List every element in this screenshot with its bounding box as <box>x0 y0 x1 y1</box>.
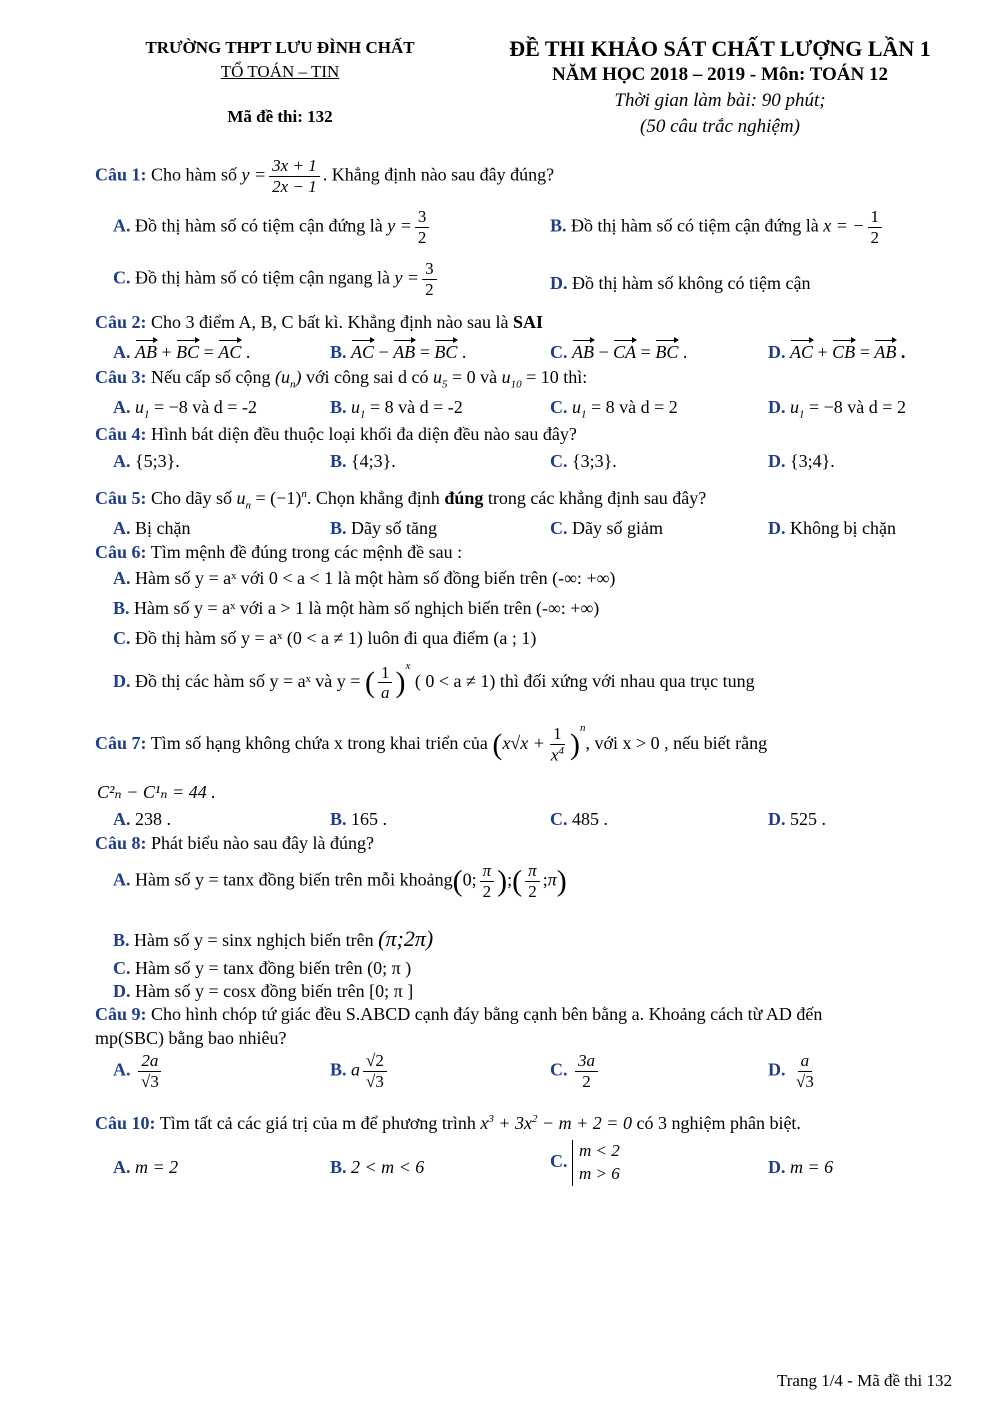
q8-option-d[interactable]: D. Hàm số y = cosx đồng biến trên [0; π ] <box>113 981 414 1001</box>
q8-option-b[interactable]: B. Hàm số y = sinx nghịch biến trên (π;2π) <box>113 926 434 951</box>
q4-option-d[interactable]: D. {3;4}. <box>768 451 835 471</box>
department: TỔ TOÁN – TIN <box>220 62 340 81</box>
q6-option-d[interactable]: D. Đồ thị các hàm số y = aˣ và y = ( $\frac{1}{a}$ )$^x$ ( 0 < a ≠ 1) thì đối xứng với nhau qua trục tung <box>113 660 755 703</box>
question-10: Câu 10: Tìm tất cả các giá trị của m để phương trình $x^3 + 3x^2 - m + 2 = 0$ có 3 nghiệm phân biệt. <box>95 1113 801 1133</box>
q7-condition: C²ₙ − C¹ₙ = 44 . <box>97 782 216 802</box>
q7-option-b[interactable]: B. 165 . <box>330 809 388 829</box>
q1-option-c[interactable]: C. Đồ thị hàm số có tiệm cận ngang là y = $\frac{3}{2}$ <box>113 260 440 299</box>
question-1: Câu 1: Cho hàm số y = $\frac{3x + 1}{2x - 1}$ . Khẳng định nào sau đây đúng? <box>95 156 555 196</box>
exam-title: ĐỀ THI KHẢO SÁT CHẤT LƯỢNG LẦN 1 <box>509 36 931 61</box>
question-3: Câu 3: Nếu cấp số cộng $(u_n)$ với công sai d có $u_5 = 0$ và $u_{10} = 10$ thì: <box>95 367 588 391</box>
q5-option-c[interactable]: C. Dãy số giảm <box>550 518 663 538</box>
q10-option-c[interactable]: C. m < 2 m > 6 <box>550 1140 620 1186</box>
question-9: Câu 9: Cho hình chóp tứ giác đều S.ABCD cạnh đáy bằng cạnh bên bằng a. Khoảng cách từ AD đến <box>95 1004 823 1024</box>
q6-option-c[interactable]: C. Đồ thị hàm số y = aˣ (0 < a ≠ 1) luôn đi qua điểm (a ; 1) <box>113 628 537 648</box>
q1-option-d[interactable]: D. Đồ thị hàm số không có tiệm cận <box>550 273 811 293</box>
q7-option-a[interactable]: A. 238 . <box>113 809 171 829</box>
q10-option-a[interactable]: A. m = 2 <box>113 1157 179 1177</box>
q4-option-b[interactable]: B. {4;3}. <box>330 451 396 471</box>
q6-option-a[interactable]: A. Hàm số y = aˣ với 0 < a < 1 là một hàm số đồng biến trên (-∞: +∞) <box>113 568 616 588</box>
exam-code: Mã đề thi: 132 <box>227 107 333 126</box>
q7-option-c[interactable]: C. 485 . <box>550 809 608 829</box>
q5-option-b[interactable]: B. Dãy số tăng <box>330 518 437 538</box>
question-8: Câu 8: Phát biểu nào sau đây là đúng? <box>95 833 374 853</box>
q2-option-b[interactable]: B. AC − AB = BC . <box>330 342 467 362</box>
q9-option-b[interactable]: B. a $\frac{√2}{√3}$ <box>330 1052 390 1091</box>
q5-option-a[interactable]: A. Bị chặn <box>113 518 191 538</box>
q7-option-d[interactable]: D. 525 . <box>768 809 826 829</box>
question-2: Câu 2: Cho 3 điểm A, B, C bất kì. Khẳng định nào sau là SAI <box>95 312 543 332</box>
q8-option-a[interactable]: A. Hàm số y = tanx đồng biến trên mỗi khoảng(0; $\frac{\pi}{2}$ );( $\frac{\pi}{2}$ ;π) <box>113 861 567 901</box>
q2-option-c[interactable]: C. AB − CA = BC . <box>550 342 688 362</box>
q3-option-c[interactable]: C. $u_1 = 8$ và d = 2 <box>550 397 678 421</box>
question-9-line2: mp(SBC) bằng bao nhiêu? <box>95 1028 287 1048</box>
q2-option-d[interactable]: D. AC + CB = AB . <box>768 342 906 362</box>
q3-option-b[interactable]: B. $u_1 = 8$ và d = -2 <box>330 397 463 421</box>
question-5: Câu 5: Cho dãy số $u_n = (-1)^n$. Chọn khẳng định đúng trong các khẳng định sau đây? <box>95 488 707 512</box>
q9-option-a[interactable]: A. $\frac{2a}{√3}$ <box>113 1052 165 1091</box>
exam-time: Thời gian làm bài: 90 phút; <box>614 90 826 111</box>
q2-option-a[interactable]: A. AB + BC = AC . <box>113 342 251 362</box>
q10-option-d[interactable]: D. m = 6 <box>768 1157 834 1177</box>
question-7: Câu 7: Tìm số hạng không chứa x trong khai triển của (x√x + $\frac{1}{x^4}$ )$^n$, với x > 0 , nếu biết rằng <box>95 722 768 765</box>
q4-option-c[interactable]: C. {3;3}. <box>550 451 617 471</box>
q1-option-a[interactable]: A. Đồ thị hàm số có tiệm cận đứng là y = $\frac{3}{2}$ <box>113 208 432 247</box>
q3-option-d[interactable]: D. $u_1 = -8$ và d = 2 <box>768 397 906 421</box>
question-count: (50 câu trắc nghiệm) <box>640 116 800 137</box>
q5-option-d[interactable]: D. Không bị chặn <box>768 518 896 538</box>
q8-option-c[interactable]: C. Hàm số y = tanx đồng biến trên (0; π ) <box>113 958 412 978</box>
question-4: Câu 4: Hình bát diện đều thuộc loại khối đa diện đều nào sau đây? <box>95 424 577 444</box>
q1-option-b[interactable]: B. Đồ thị hàm số có tiệm cận đứng là x = − $\frac{1}{2}$ <box>550 208 885 247</box>
page-footer: Trang 1/4 - Mã đề thi 132 <box>776 1371 952 1390</box>
q6-option-b[interactable]: B. Hàm số y = aˣ với a > 1 là một hàm số nghịch biến trên (-∞: +∞) <box>113 598 600 618</box>
exam-year: NĂM HỌC 2018 – 2019 - Môn: TOÁN 12 <box>551 64 889 85</box>
school-name: TRƯỜNG THPT LƯU ĐÌNH CHẤT <box>145 38 415 57</box>
q4-option-a[interactable]: A. {5;3}. <box>113 451 180 471</box>
q9-option-d[interactable]: D. $\frac{a}{√3}$ <box>768 1051 814 1091</box>
q3-option-a[interactable]: A. $u_1 = -8$ và d = -2 <box>113 397 257 421</box>
q9-option-c[interactable]: C. $\frac{3a}{2}$ <box>550 1052 601 1091</box>
question-6: Câu 6: Tìm mệnh đề đúng trong các mệnh đề sau : <box>95 542 463 562</box>
q10-option-b[interactable]: B. 2 < m < 6 <box>330 1157 425 1177</box>
